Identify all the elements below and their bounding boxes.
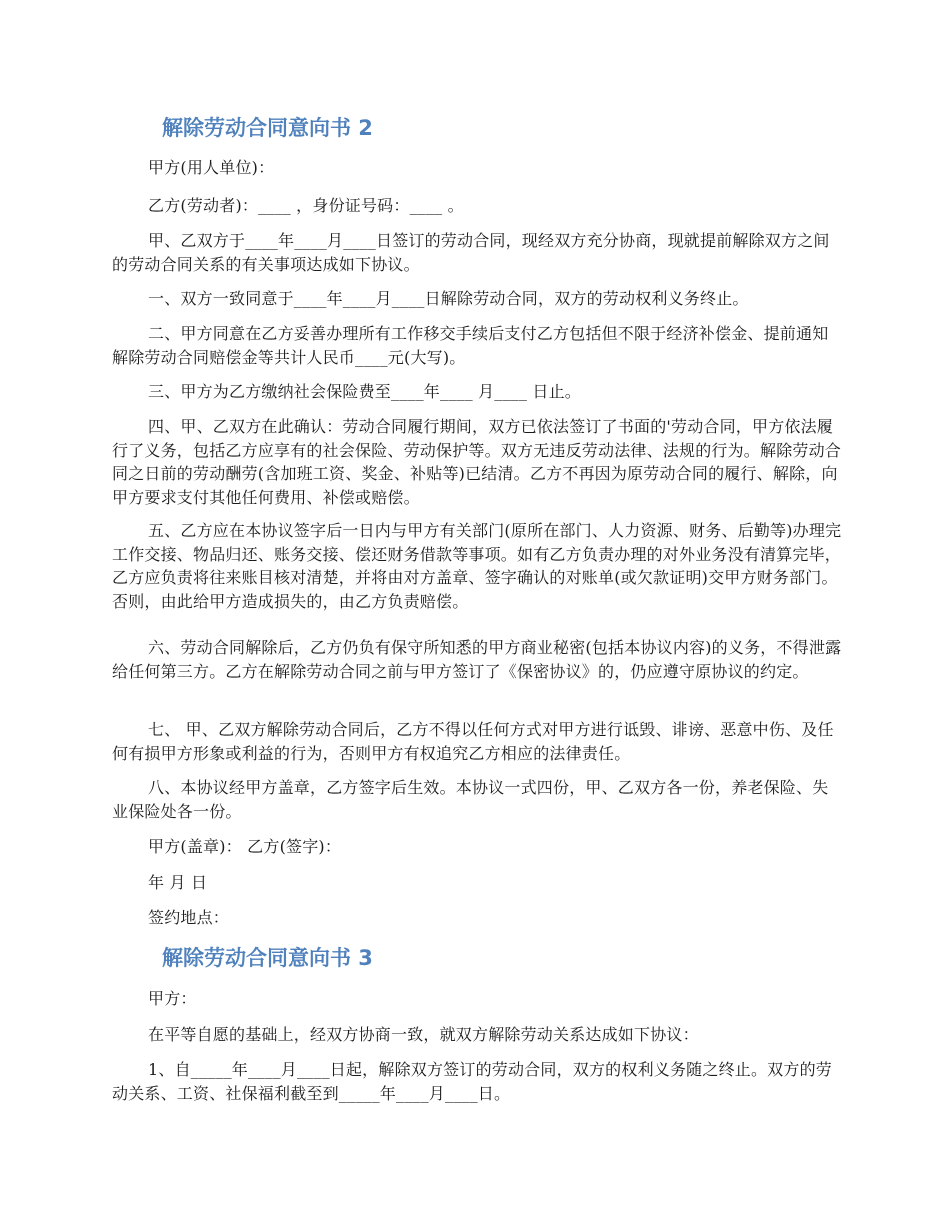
- section-3-party-a-line: 甲方：: [148, 989, 197, 1008]
- clause-5: 五、乙方应在本协议签字后一日内与甲方有关部门(原所在部门、人力资源、财务、后勤等)办理完工作交接、物品归还、账务交接、偿还财务借款等事项。如有乙方负责办理的对外业务没有清算完毕，乙方应负责将往来账目核对清楚，并将由对方盖章、签字确认的对账单(或欠款证明)交甲方财务部门。否则，由此给甲方造成损失的，由乙方负责赔偿。: [112, 521, 842, 611]
- clause-4: 四、甲、乙双方在此确认：劳动合同履行期间，双方已依法签订了书面的'劳动合同，甲方依法履行了义务，包括乙方应享有的社会保险、劳动保护等。双方无违反劳动法律、法规的行为。解除劳动合同之日前的劳动酬劳(含加班工资、奖金、补贴等)已结清。乙方不再因为原劳动合同的履行、解除，向甲方要求支付其他任何费用、补偿或赔偿。: [112, 417, 842, 507]
- section-2-title: 解除劳动合同意向书 2: [162, 116, 373, 140]
- preamble-paragraph: 甲、乙双方于____年____月____日签订的劳动合同，现经双方充分协商，现就提前解除双方之间的劳动合同关系的有关事项达成如下协议。: [112, 231, 830, 274]
- section-3-clause-1: 1、自_____年____月____日起，解除双方签订的劳动合同，双方的权利义务随之终止。双方的劳动关系、工资、社保福利截至到_____年____月____日。: [112, 1060, 832, 1103]
- clause-8: 八、本协议经甲方盖章，乙方签字后生效。本协议一式四份，甲、乙双方各一份，养老保险、失业保险处各一份。: [112, 778, 829, 821]
- party-b-employee-line: 乙方(劳动者)：____ ，身份证号码：____ 。: [148, 196, 464, 215]
- clause-2: 二、甲方同意在乙方妥善办理所有工作移交手续后支付乙方包括但不限于经济补偿金、提前通知解除劳动合同赔偿金等共计人民币____元(大写)。: [112, 324, 829, 367]
- signature-line: 甲方(盖章)： 乙方(签字)：: [148, 837, 342, 856]
- signing-location-line: 签约地点：: [148, 908, 230, 927]
- clause-7: 七、 甲、乙双方解除劳动合同后，乙方不得以任何方式对甲方进行诋毁、诽谤、恶意中伤、及任何有损甲方形象或利益的行为，否则甲方有权追究乙方相应的法律责任。: [112, 720, 834, 763]
- party-a-employer-line: 甲方(用人单位)：: [148, 158, 275, 177]
- clause-1: 一、双方一致同意于____年____月____日解除劳动合同，双方的劳动权利义务终止。: [148, 289, 749, 308]
- section-3-title: 解除劳动合同意向书 3: [162, 946, 373, 970]
- clause-6: 六、劳动合同解除后，乙方仍负有保守所知悉的甲方商业秘密(包括本协议内容)的义务，不得泄露给任何第三方。乙方在解除劳动合同之前与甲方签订了《保密协议》的，仍应遵守原协议的约定。: [112, 638, 842, 681]
- section-3-intro: 在平等自愿的基础上，经双方协商一致，就双方解除劳动关系达成如下协议：: [148, 1025, 699, 1044]
- clause-3: 三、甲方为乙方缴纳社会保险费至____年____ 月____ 日止。: [148, 382, 581, 401]
- date-line: 年 月 日: [148, 873, 208, 892]
